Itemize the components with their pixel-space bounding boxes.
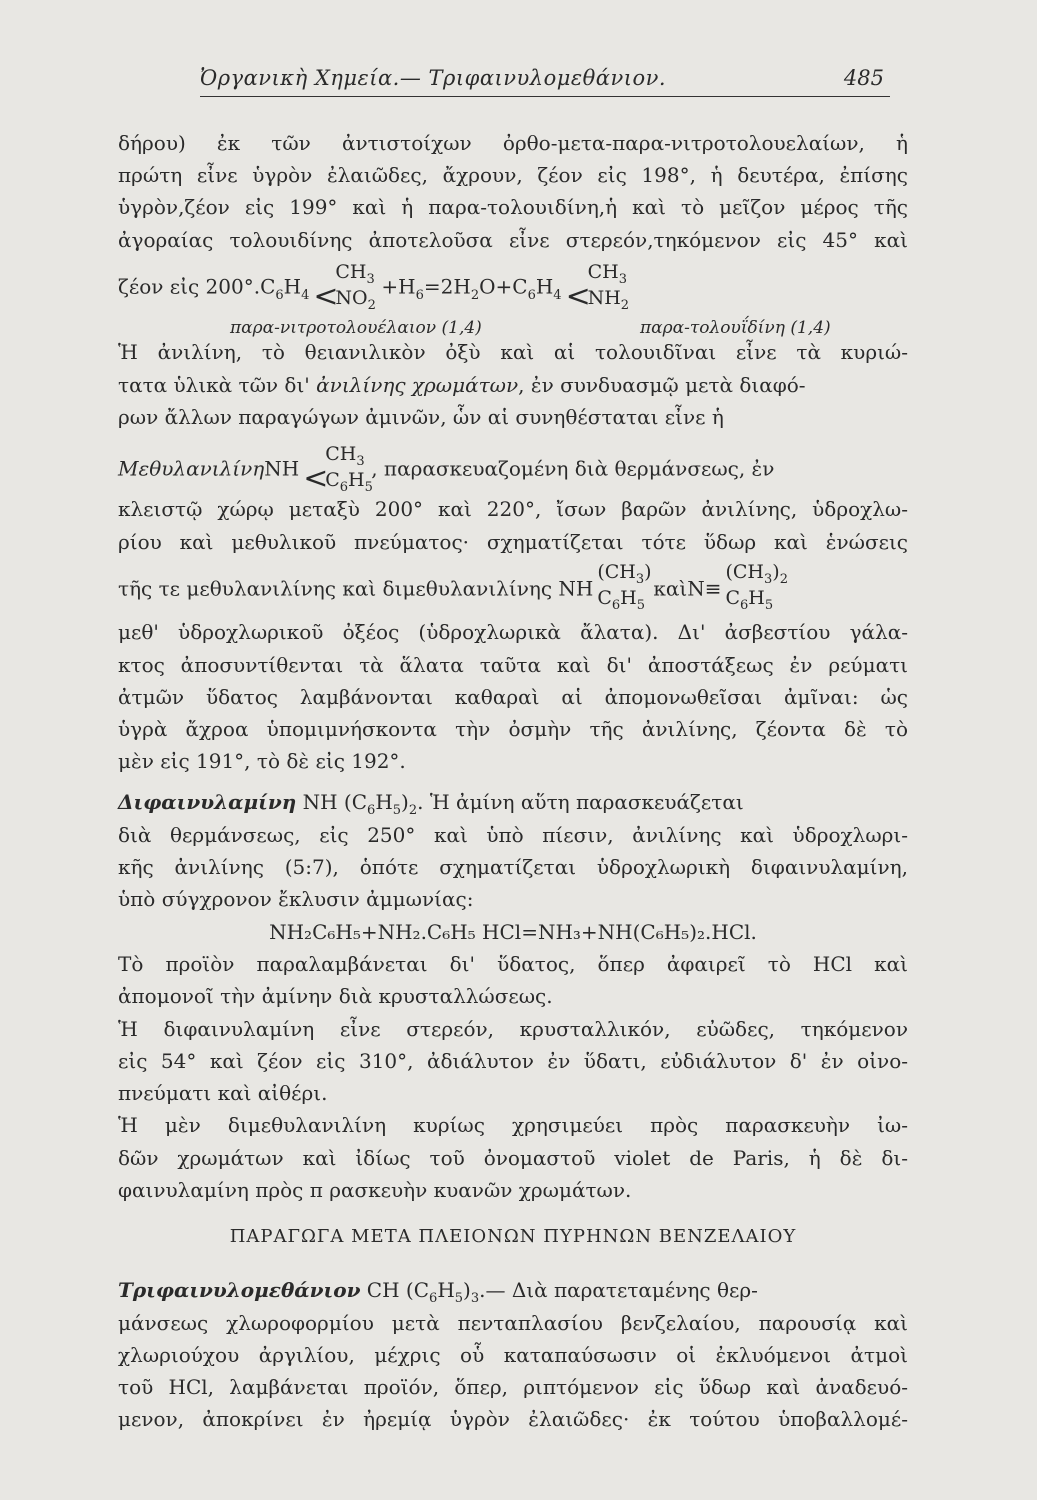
text-line: ἀτμῶν ὕδατος λαμβάνονται καθαραὶ αἱ ἀπομονωθεῖσαι ἀμῖναι: ὡς xyxy=(118,685,908,709)
compound-title: Διφαινυλαμίνη xyxy=(118,790,297,814)
compound-title: Τριφαινυλομεθάνιον xyxy=(118,1278,361,1302)
branch-formula: < $CH_3$ $NH_2$ xyxy=(565,261,630,314)
text-line: φαινυλαμίνη πρὸς π ρασκευὴν κυανῶν χρωμάτων. xyxy=(118,1178,632,1202)
text-line: Ἡ μὲν διμεθυλανιλίνη κυρίως χρησιμεύει πρὸς παρασκευὴν ἰω- xyxy=(118,1113,908,1137)
page-number: 485 xyxy=(843,66,884,90)
text-line-heading: Διφαινυλαμίνη NH $(C_6H_5)_2$. Ἡ ἀμίνη αὕτη παρασκευάζεται xyxy=(118,790,744,818)
text-line: πνεύματι καὶ αἰθέρι. xyxy=(118,1081,328,1105)
text-line: εἰς 54° καὶ ζέον εἰς 310°, ἀδιάλυτον ἐν ὕδατι, εὐδιάλυτον δ' ἐν οἰνο- xyxy=(118,1049,908,1073)
text-line: τατα ὑλικὰ τῶν δι' ἀνιλίνης χρωμάτων, ἐν συνδυασμῷ μετὰ διαφό- xyxy=(118,373,806,397)
formula-stack: $(CH_3)_2$ $C_6H_5$ xyxy=(725,561,788,613)
text-line: χλωριούχου ἀργιλίου, μέχρις οὗ καταπαύσωσιν οἱ ἐκλυόμενοι ἀτμοὶ xyxy=(118,1343,908,1367)
text-line: ὑγρὸν,ζέον εἰς 199° καὶ ἡ παρα-τολουιδίνη,ἡ καὶ τὸ μεῖζον μέρος τῆς xyxy=(118,195,908,219)
text-line: ρίου καὶ μεθυλικοῦ πνεύματος· σχηματίζεται τότε ὕδωρ καὶ ἑνώσεις xyxy=(118,530,908,554)
text-line: πρώτη εἶνε ὑγρὸν ἐλαιῶδες, ἄχρουν, ζέον εἰς 198°, ἡ δευτέρα, ἐπίσης xyxy=(118,163,908,187)
caption-nitrotoluene: παρα-νιτροτολουέλαιον (1,4) xyxy=(230,318,482,338)
text-line: ρων ἄλλων παραγώγων ἀμινῶν, ὧν αἱ συνηθέσταται εἶνε ἡ xyxy=(118,405,724,429)
section-heading: ΠΑΡΑΓΩΓΑ ΜΕΤΑ ΠΛΕΙΟΝΩΝ ΠΥΡΗΝΩΝ ΒΕΝΖΕΛΑΙΟΥ xyxy=(229,1226,797,1247)
text-line: ὑπὸ σύγχρονον ἔκλυσιν ἀμμωνίας: xyxy=(118,887,474,911)
text-line: τοῦ HCl, λαμβάνεται προϊόν, ὅπερ, ριπτόμενον εἰς ὕδωρ καὶ ἀναδευό- xyxy=(118,1375,908,1399)
text-line: Ἡ ἀνιλίνη, τὸ θειανιλικὸν ὀξὺ καὶ αἱ τολουιδῖναι εἶνε τὰ κυριώ- xyxy=(118,340,908,364)
text-line: μενον, ἀποκρίνει ἐν ἠρεμίᾳ ὑγρὸν ἐλαιῶδες· ἐκ τούτου ὑποβαλλομέ- xyxy=(118,1407,908,1431)
text-line: ὑγρὰ ἄχροα ὑπομιμνήσκοντα τὴν ὀσμὴν τῆς ἀνιλίνης, ζέοντα δὲ τὸ xyxy=(118,717,908,741)
text-line: κῆς ἀνιλίνης (5:7), ὁπότε σχηματίζεται ὑδροχλωρικὴ διφαινυλαμίνη, xyxy=(118,855,908,879)
text-line: ἀγοραίας τολουιδίνης ἀποτελοῦσα εἶνε στερεόν,τηκόμενον εἰς 45° καὶ xyxy=(118,228,908,252)
running-header xyxy=(200,66,890,100)
branch-formula: < $CH_3$ $C_6H_5$ xyxy=(303,443,373,496)
text-line-heading: Τριφαινυλομεθάνιον CH $(C_6H_5)_3.—$ Διὰ παρατεταμένης θερ- xyxy=(118,1278,758,1306)
header-rule xyxy=(200,96,890,97)
equation-toluidine: ζέον εἰς $200^\circ.C_6H_4$ < $CH_3$ $NO_2$ $+H_6=2H_2O+C_6H_4$ < $CH_3$ $NH_2$ xyxy=(118,261,630,314)
text-line: μὲν εἰς 191°, τὸ δὲ εἰς 192°. xyxy=(118,749,406,773)
text-line: μάνσεως χλωροφορμίου μετὰ πενταπλασίου βενζελαίου, παρουσίᾳ καὶ xyxy=(118,1311,908,1335)
eq-lead: ζέον εἰς 200°. xyxy=(118,274,261,299)
equation-methylaniline: ΜεθυλανιλίνηNH < $CH_3$ $C_6H_5$ , παρασκευαζομένη διὰ θερμάνσεως, ἐν xyxy=(118,443,775,496)
text-line: ἀπομονοῖ τὴν ἀμίνην διὰ κρυσταλλώσεως. xyxy=(118,984,553,1008)
branch-formula: < $CH_3$ $NO_2$ xyxy=(313,261,376,314)
compound-name: Μεθυλανιλίνη xyxy=(118,456,265,481)
text-line: διὰ θερμάνσεως, εἰς 250° καὶ ὑπὸ πίεσιν, ἀνιλίνης καὶ ὑδροχλωρι- xyxy=(118,823,908,847)
text-line: μεθ' ὑδροχλωρικοῦ ὀξέος (ὑδροχλωρικὰ ἄλατα). Δι' ἀσβεστίου γάλα- xyxy=(118,620,908,644)
header-title: Ὀργανικὴ Χημεία.— Τριφαινυλομεθάνιον. xyxy=(200,66,667,90)
text-line: κλειστῷ χώρῳ μεταξὺ 200° καὶ 220°, ἴσων βαρῶν ἀνιλίνης, ὑδροχλω- xyxy=(118,497,908,521)
text-line: δῶν χρωμάτων καὶ ἰδίως τοῦ ὀνομαστοῦ violet de Paris, ἡ δὲ δι- xyxy=(118,1146,908,1170)
caption-toluidine: παρα-τολουΐδίνη (1,4) xyxy=(640,318,831,338)
text-line-formula: τῆς τε μεθυλανιλίνης καὶ διμεθυλανιλίνης NH $(CH_3)$ $C_6H_5$ καὶN≡ $(CH_3)_2$ $C_6H_5$ xyxy=(118,561,788,613)
reaction-equation: NH₂C₆H₅+NH₂.C₆H₅ HCl=NH₃+NH(C₆H₅)₂.HCl. xyxy=(269,920,757,944)
text-line: Τὸ προϊὸν παραλαμβάνεται δι' ὕδατος, ὅπερ ἀφαιρεῖ τὸ HCl καὶ xyxy=(118,952,908,976)
text-line: κτος ἀποσυντίθενται τὰ ἅλατα ταῦτα καὶ δι' ἀποστάξεως ἐν ρεύματι xyxy=(118,653,908,677)
text-line: δήρου) ἐκ τῶν ἀντιστοίχων ὀρθο-μετα-παρα-νιτροτολουελαίων, ἡ xyxy=(118,131,908,155)
text-line: Ἡ διφαινυλαμίνη εἶνε στερεόν, κρυσταλλικόν, εὐῶδες, τηκόμενον xyxy=(118,1017,908,1041)
formula-stack: $(CH_3)$ $C_6H_5$ xyxy=(597,561,652,613)
